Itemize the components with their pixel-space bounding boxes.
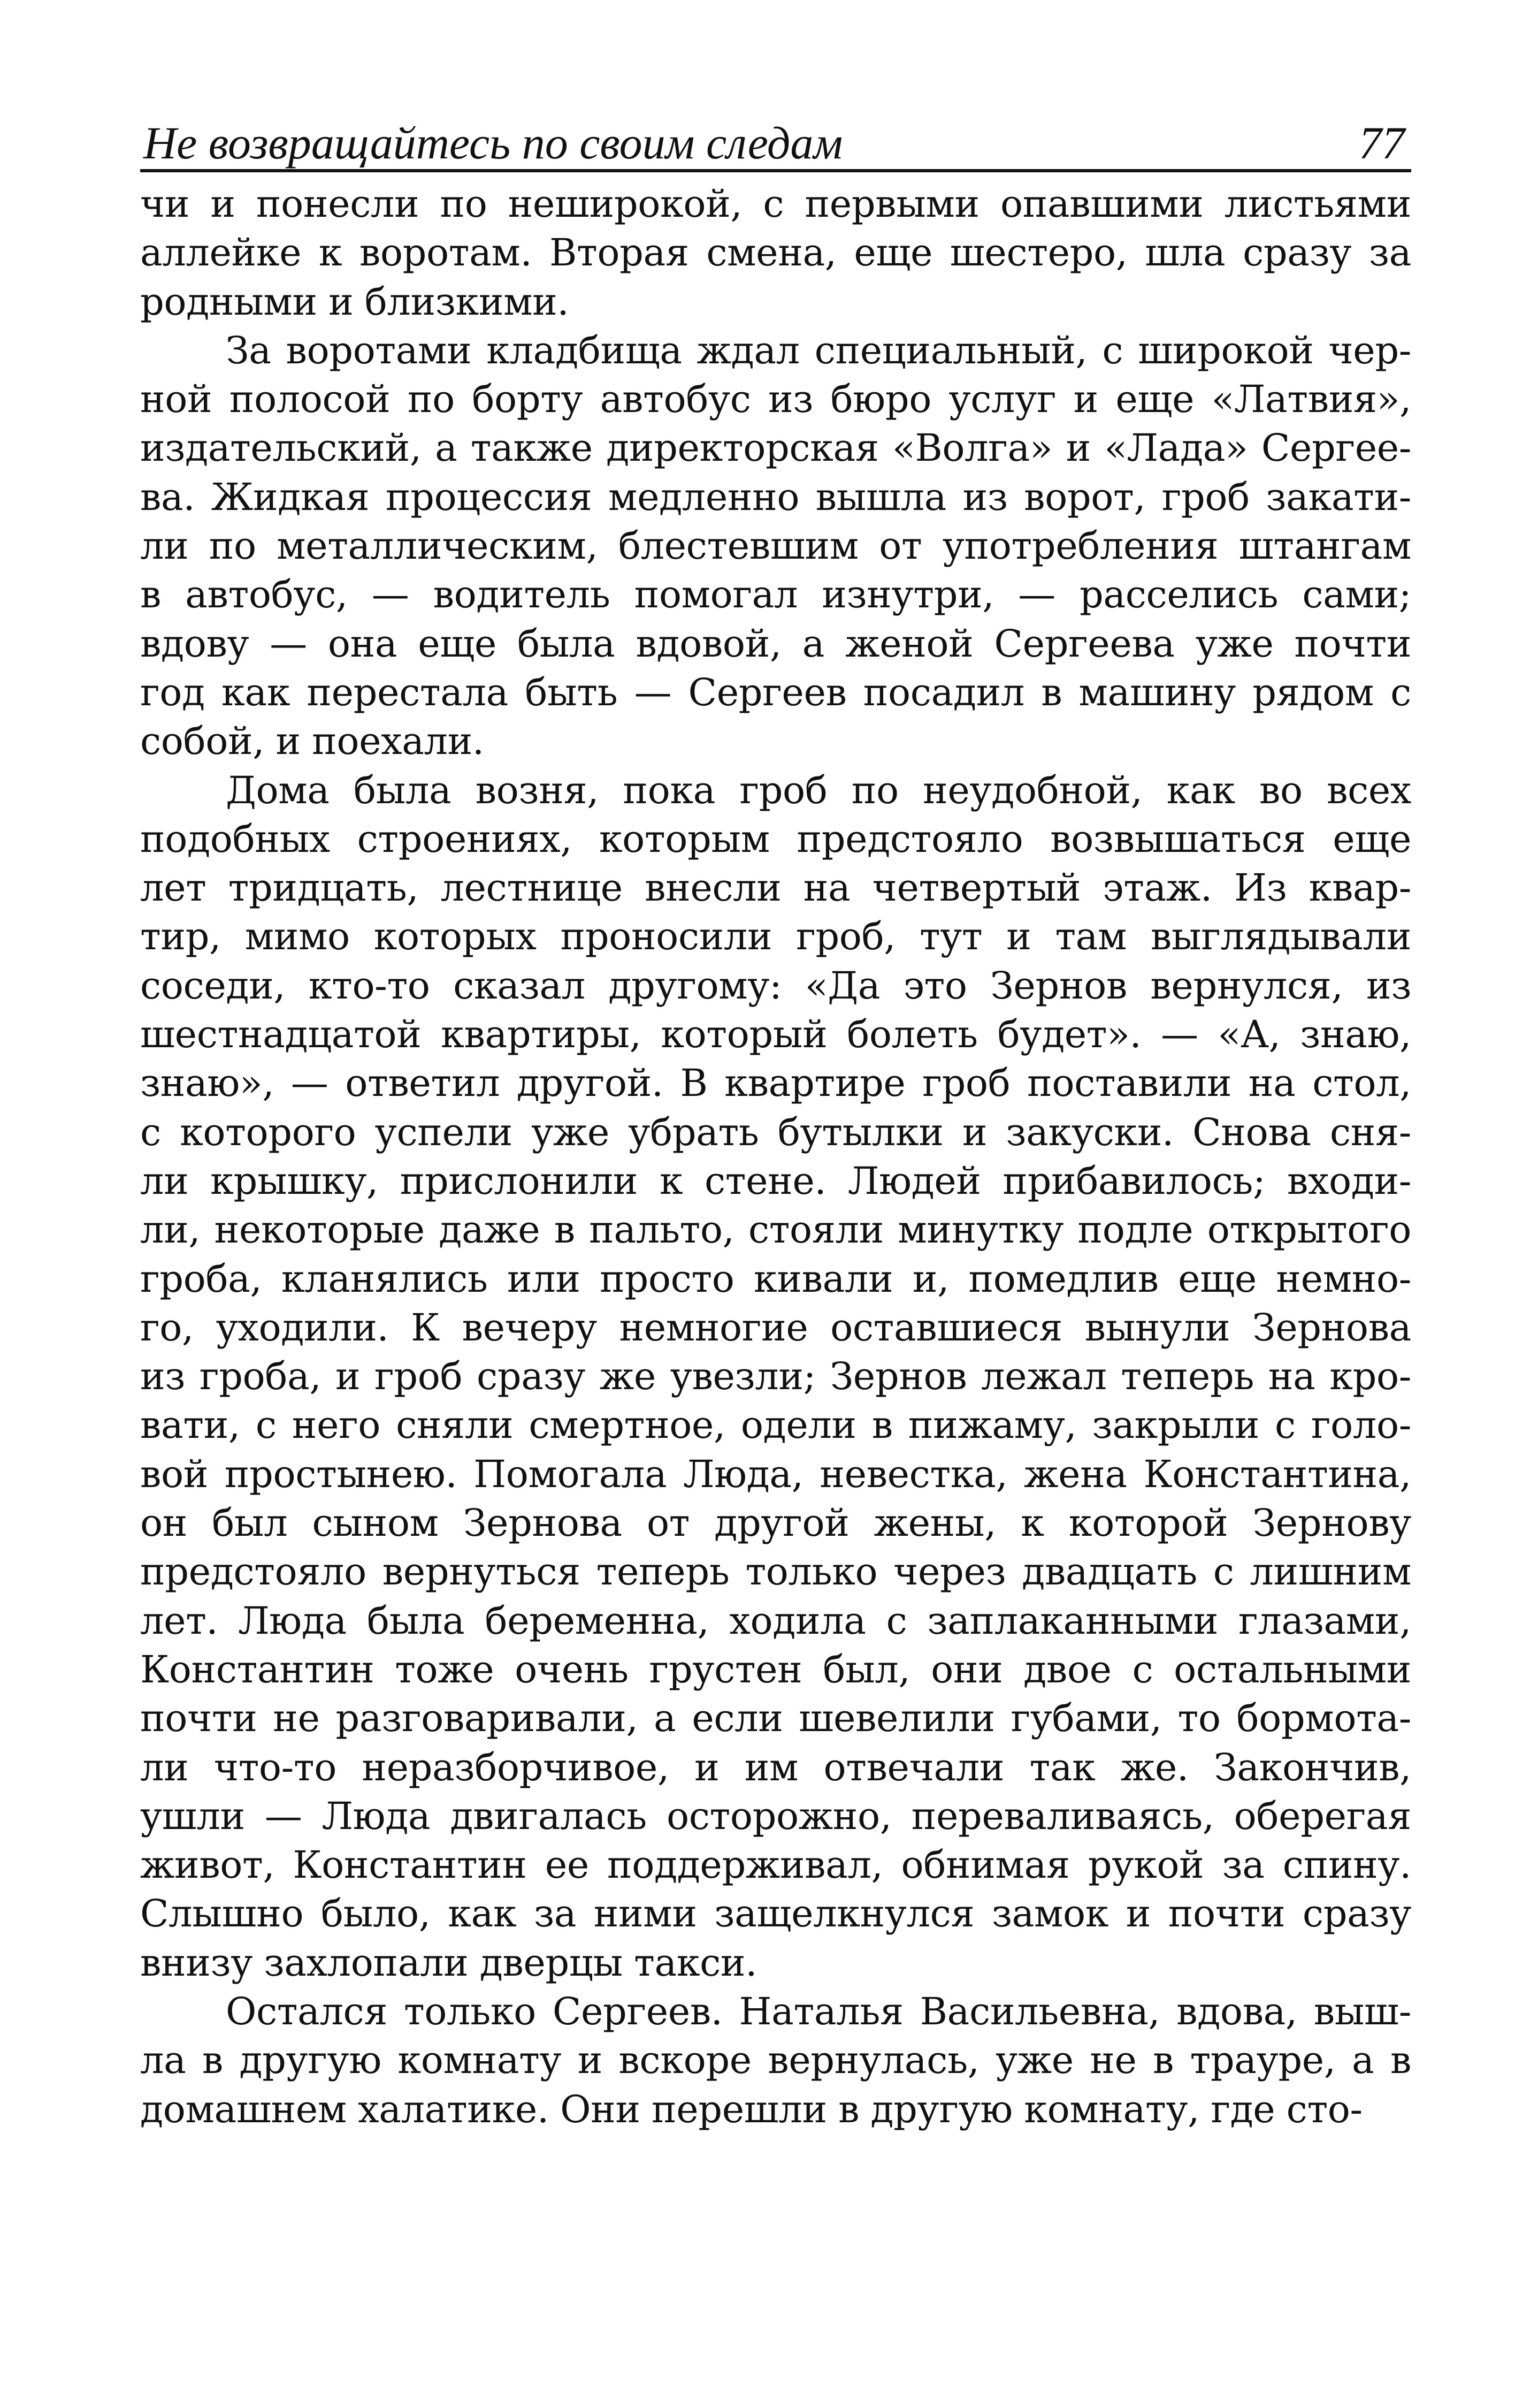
- text-line: с которого успели уже убрать бутылки и закуски. Снова сня-: [140, 1110, 1411, 1154]
- text-line: ла в другую комнату и вскоре вернулась, уже не в трауре, а в: [140, 2038, 1411, 2083]
- text-line: Константин тоже очень грустен был, они двое с остальными: [140, 1647, 1411, 1691]
- running-title: Не возвращайтесь по своим следам: [143, 119, 843, 169]
- text-line: знаю», — ответил другой. В квартире гроб поставили на стол,: [140, 1061, 1411, 1106]
- text-line: соседи, кто-то сказал другому: «Да это Зернов вернулся, из: [140, 963, 1411, 1008]
- text-line: издательский, а также директорская «Волга» и «Лада» Сергее-: [140, 426, 1411, 470]
- text-line: Слышно было, как за ними защелкнулся замок и почти сразу: [140, 1892, 1411, 1936]
- text-line: вати, с него сняли смертное, одели в пижаму, закрыли с голо-: [140, 1403, 1411, 1447]
- text-line: вдову — она еще была вдовой, а женой Сергеева уже почти: [140, 621, 1411, 666]
- text-line: ли что-то неразборчивое, и им отвечали так же. Закончив,: [140, 1745, 1411, 1789]
- text-line: подобных строениях, которым предстояло возвышаться еще: [140, 817, 1411, 861]
- paragraph: [140, 180, 1411, 326]
- running-head: [140, 119, 1411, 172]
- text-line: гроба, кланялись или просто кивали и, помедлив еще немно-: [140, 1256, 1411, 1301]
- text-line: Дома была возня, пока гроб по неудобной, как во всех: [226, 768, 1411, 812]
- book-page: [140, 119, 1411, 2313]
- text-line: шестнадцатой квартиры, который болеть будет». — «А, знаю,: [140, 1012, 1411, 1057]
- paragraph: [140, 766, 1411, 1987]
- text-line: предстояло вернуться теперь только через двадцать с лишним: [140, 1550, 1411, 1594]
- text-line: почти не разговаривали, а если шевелили губами, то бормота-: [140, 1696, 1411, 1741]
- body-text: [140, 180, 1411, 2134]
- text-line: домашнем халатике. Они перешли в другую комнату, где сто-: [140, 2087, 1363, 2131]
- paragraph: [140, 1987, 1411, 2134]
- text-line: За воротами кладбища ждал специальный, с широкой чер-: [226, 328, 1411, 372]
- text-line: вой простынею. Помогала Люда, невестка, жена Константина,: [140, 1452, 1411, 1496]
- text-line: ли, некоторые даже в пальто, стояли минутку подле открытого: [140, 1208, 1411, 1252]
- text-line: ной полосой по борту автобус из бюро услуг и еще «Латвия»,: [140, 377, 1411, 422]
- text-line: из гроба, и гроб сразу же увезли; Зернов лежал теперь на кро-: [140, 1354, 1411, 1399]
- text-line: лет тридцать, лестнице внесли на четвертый этаж. Из квар-: [140, 866, 1411, 910]
- text-line: аллейке к воротам. Вторая смена, еще шестеро, шла сразу за: [140, 231, 1411, 275]
- paragraph: [140, 326, 1411, 766]
- text-line: родными и близкими.: [140, 279, 569, 324]
- text-line: он был сыном Зернова от другой жены, к которой Зернову: [140, 1501, 1411, 1545]
- page-number: 77: [1359, 119, 1405, 169]
- text-line: тир, мимо которых проносили гроб, тут и там выглядывали: [140, 915, 1411, 959]
- text-line: ва. Жидкая процессия медленно вышла из ворот, гроб закати-: [140, 475, 1411, 519]
- text-line: лет. Люда была беременна, ходила с заплаканными глазами,: [140, 1598, 1411, 1643]
- text-line: живот, Константин ее поддерживал, обнимая рукой за спину.: [140, 1843, 1411, 1887]
- text-line: внизу захлопали дверцы такси.: [140, 1940, 757, 1985]
- text-line: год как перестала быть — Сергеев посадил в машину рядом с: [140, 670, 1411, 714]
- text-line: го, уходили. К вечеру немногие оставшиеся вынули Зернова: [140, 1305, 1411, 1350]
- text-line: Остался только Сергеев. Наталья Васильевна, вдова, выш-: [226, 1989, 1411, 2033]
- text-line: собой, и поехали.: [140, 719, 484, 764]
- text-line: в автобус, — водитель помогал изнутри, — расселись сами;: [140, 573, 1411, 617]
- text-line: чи и понесли по неширокой, с первыми опавшими листьями: [140, 182, 1411, 226]
- text-line: ушли — Люда двигалась осторожно, переваливаясь, оберегая: [140, 1794, 1411, 1838]
- text-line: ли крышку, прислонили к стене. Людей прибавилось; входи-: [140, 1159, 1411, 1203]
- text-line: ли по металлическим, блестевшим от употребления штангам: [140, 524, 1411, 568]
